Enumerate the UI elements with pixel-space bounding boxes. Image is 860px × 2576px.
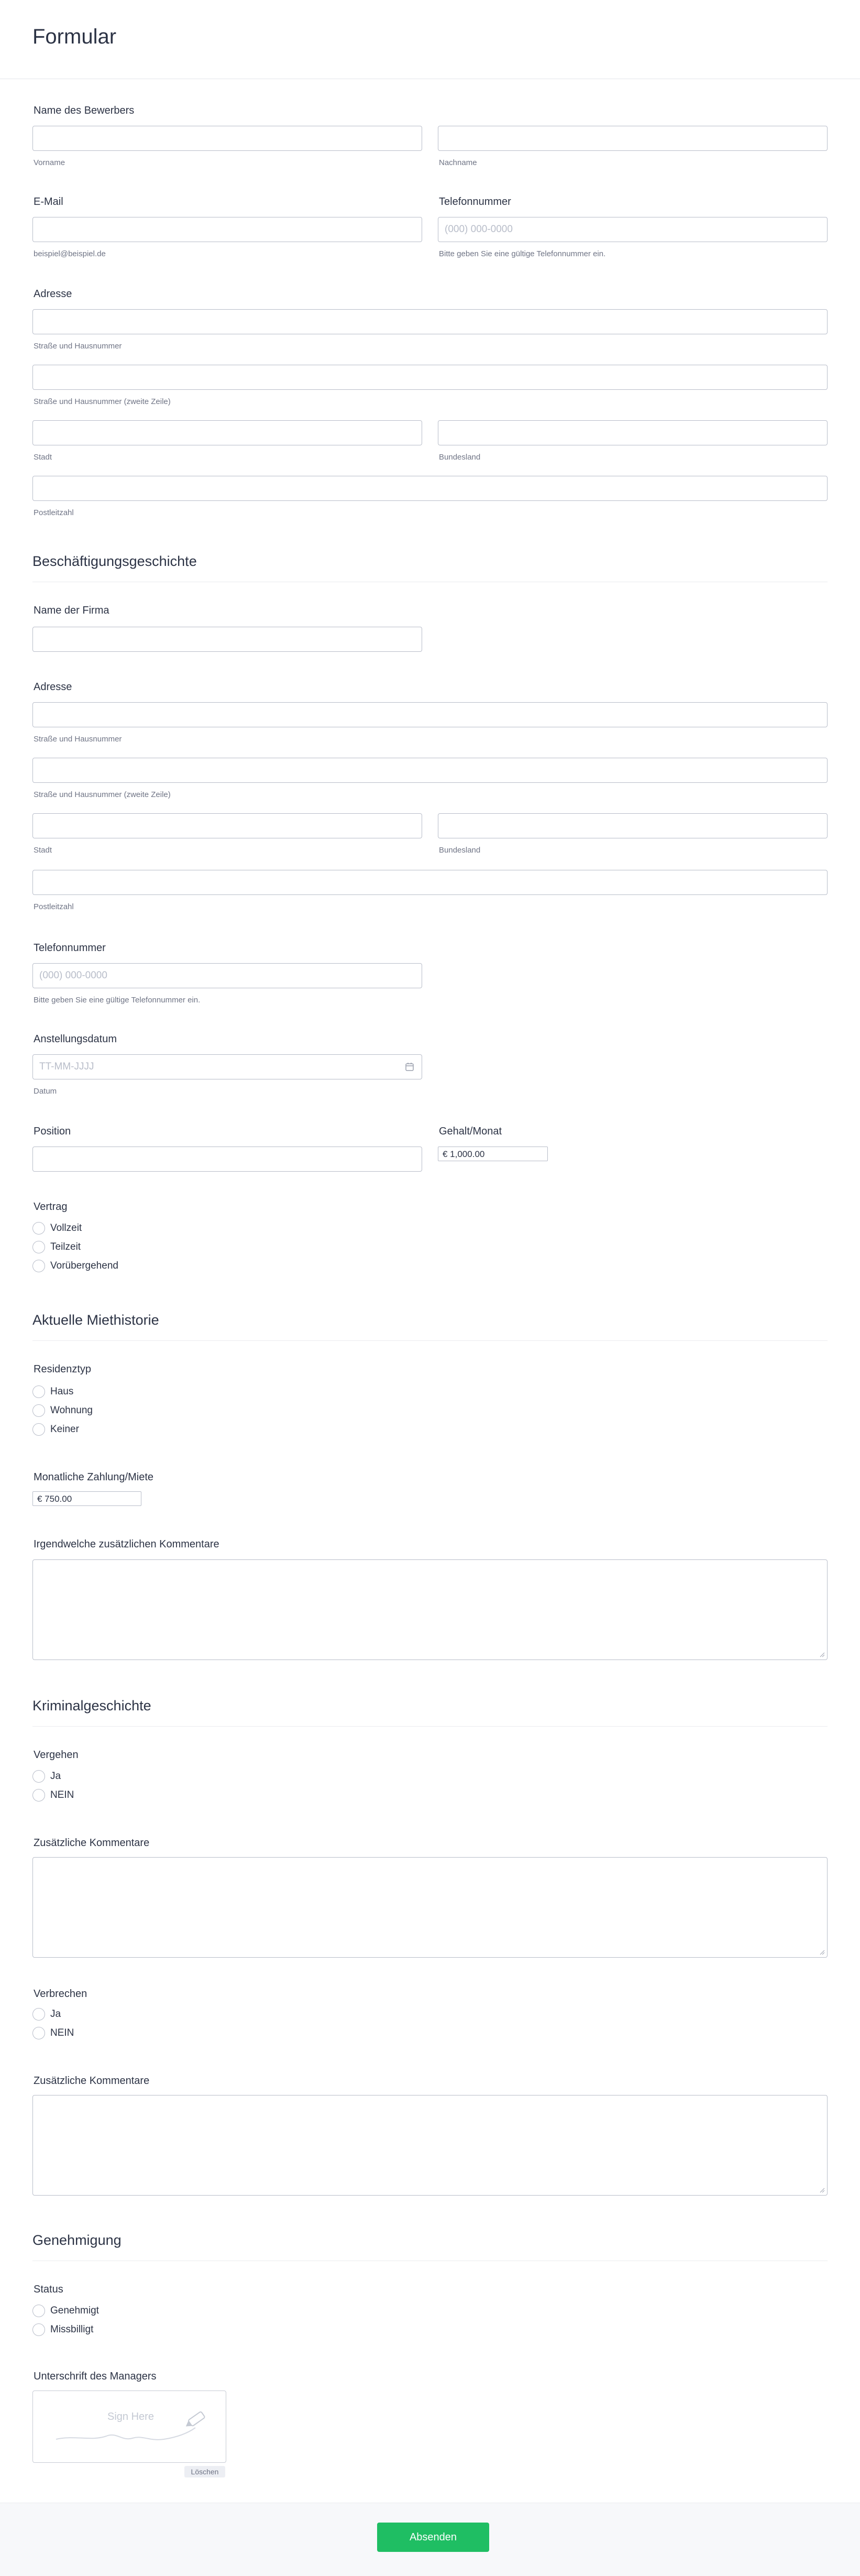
payment-label: Monatliche Zahlung/Miete [34, 1471, 154, 1483]
city-sublabel: Stadt [34, 453, 52, 462]
company-label: Name der Firma [34, 605, 109, 616]
rental-section-title: Aktuelle Miethistorie [32, 1312, 159, 1328]
payment-input[interactable]: € 750.00 [32, 1491, 141, 1506]
criminal-section-title: Kriminalgeschichte [32, 1698, 151, 1713]
salary-label: Gehalt/Monat [439, 1126, 502, 1137]
employment-street-sublabel: Straße und Hausnummer [34, 735, 122, 744]
signature-placeholder: Sign Here [107, 2411, 154, 2422]
employment-phone-sublabel: Bitte geben Sie eine gültige Telefonnummer ein. [34, 996, 201, 1005]
radio-button[interactable] [32, 2027, 45, 2039]
employment-zip-sublabel: Postleitzahl [34, 902, 74, 911]
employment-phone-input[interactable] [32, 963, 422, 988]
residence-option-none[interactable]: Keiner [32, 1423, 79, 1436]
last-name-input[interactable] [438, 126, 828, 151]
radio-button[interactable] [32, 1260, 45, 1272]
street2-input[interactable] [32, 365, 828, 390]
first-name-sublabel: Vorname [34, 158, 65, 167]
employment-phone-label: Telefonnummer [34, 942, 106, 954]
company-input[interactable] [32, 627, 422, 652]
radio-button[interactable] [32, 1222, 45, 1235]
phone-sublabel: Bitte geben Sie eine gültige Telefonnummer ein. [439, 249, 606, 258]
radio-button[interactable] [32, 2305, 45, 2317]
offense-option-no[interactable]: NEIN [32, 1789, 74, 1802]
submit-button[interactable]: Absenden [377, 2523, 489, 2552]
zip-sublabel: Postleitzahl [34, 508, 74, 517]
resize-handle-icon[interactable] [819, 1651, 825, 1657]
applicant-name-label: Name des Bewerbers [34, 105, 135, 116]
radio-button[interactable] [32, 1404, 45, 1417]
radio-button[interactable] [32, 1770, 45, 1783]
start-date-sublabel: Datum [34, 1087, 57, 1096]
residence-option-house[interactable]: Haus [32, 1385, 73, 1398]
status-option-approved[interactable]: Genehmigt [32, 2305, 99, 2317]
employment-phone-placeholder: (000) 000-0000 [39, 970, 107, 981]
clear-signature-button[interactable]: Löschen [184, 2466, 225, 2477]
email-sublabel: beispiel@beispiel.de [34, 249, 106, 258]
radio-button[interactable] [32, 1423, 45, 1436]
signature-label: Unterschrift des Managers [34, 2371, 157, 2382]
radio-button[interactable] [32, 2008, 45, 2021]
rental-comments-textarea[interactable] [32, 1559, 828, 1660]
applicant-address-label: Adresse [34, 288, 72, 300]
offense-label: Vergehen [34, 1749, 79, 1761]
felony-label: Verbrechen [34, 1988, 87, 2000]
contract-option-temporary[interactable]: Vorübergehend [32, 1260, 118, 1272]
rental-comments-label: Irgendwelche zusätzlichen Kommentare [34, 1538, 219, 1550]
approval-section-title: Genehmigung [32, 2232, 122, 2248]
signature-scribble-icon [33, 2391, 227, 2463]
employment-zip-input[interactable] [32, 870, 828, 895]
resize-handle-icon[interactable] [819, 1949, 825, 1955]
criminal-divider [32, 1726, 828, 1727]
start-date-label: Anstellungsdatum [34, 1033, 117, 1045]
employment-city-input[interactable] [32, 813, 422, 838]
position-label: Position [34, 1126, 71, 1137]
employment-street-input[interactable] [32, 702, 828, 727]
employment-section-title: Beschäftigungsgeschichte [32, 553, 197, 569]
radio-button[interactable] [32, 1789, 45, 1802]
residence-label: Residenztyp [34, 1363, 92, 1375]
last-name-sublabel: Nachname [439, 158, 477, 167]
employment-state-sublabel: Bundesland [439, 846, 481, 855]
signature-pad[interactable] [32, 2391, 226, 2463]
employment-address-label: Adresse [34, 681, 72, 693]
employment-city-sublabel: Stadt [34, 846, 52, 855]
street-input[interactable] [32, 309, 828, 334]
employment-street2-sublabel: Straße und Hausnummer (zweite Zeile) [34, 790, 171, 799]
street2-sublabel: Straße und Hausnummer (zweite Zeile) [34, 397, 171, 406]
offense-option-yes[interactable]: Ja [32, 1770, 61, 1783]
city-input[interactable] [32, 420, 422, 445]
calendar-icon[interactable] [405, 1062, 414, 1072]
position-input[interactable] [32, 1147, 422, 1172]
offense-comments-textarea[interactable] [32, 1857, 828, 1958]
employment-state-input[interactable] [438, 813, 828, 838]
street-sublabel: Straße und Hausnummer [34, 342, 122, 351]
rental-divider [32, 1340, 828, 1341]
status-label: Status [34, 2284, 63, 2295]
salary-input[interactable]: € 1,000.00 [438, 1147, 548, 1161]
phone-input[interactable] [438, 217, 828, 242]
residence-option-apartment[interactable]: Wohnung [32, 1404, 93, 1417]
first-name-input[interactable] [32, 126, 422, 151]
start-date-input[interactable] [32, 1054, 422, 1079]
contract-option-parttime[interactable]: Teilzeit [32, 1241, 81, 1253]
radio-button[interactable] [32, 1241, 45, 1253]
felony-comments-textarea[interactable] [32, 2095, 828, 2196]
email-input[interactable] [32, 217, 422, 242]
page-title: Formular [32, 25, 117, 48]
phone-placeholder: (000) 000-0000 [445, 224, 513, 235]
felony-option-no[interactable]: NEIN [32, 2027, 74, 2039]
zip-input[interactable] [32, 476, 828, 501]
status-option-rejected[interactable]: Missbilligt [32, 2323, 93, 2336]
radio-button[interactable] [32, 1385, 45, 1398]
resize-handle-icon[interactable] [819, 2187, 825, 2193]
contract-option-fulltime[interactable]: Vollzeit [32, 1222, 82, 1235]
state-sublabel: Bundesland [439, 453, 481, 462]
state-input[interactable] [438, 420, 828, 445]
contract-label: Vertrag [34, 1201, 68, 1213]
radio-button[interactable] [32, 2323, 45, 2336]
email-label: E-Mail [34, 196, 63, 208]
employment-street2-input[interactable] [32, 758, 828, 783]
phone-label: Telefonnummer [439, 196, 511, 208]
felony-comments-label: Zusätzliche Kommentare [34, 2075, 150, 2087]
start-date-placeholder: TT-MM-JJJJ [39, 1061, 94, 1072]
felony-option-yes[interactable]: Ja [32, 2008, 61, 2021]
offense-comments-label: Zusätzliche Kommentare [34, 1837, 150, 1849]
